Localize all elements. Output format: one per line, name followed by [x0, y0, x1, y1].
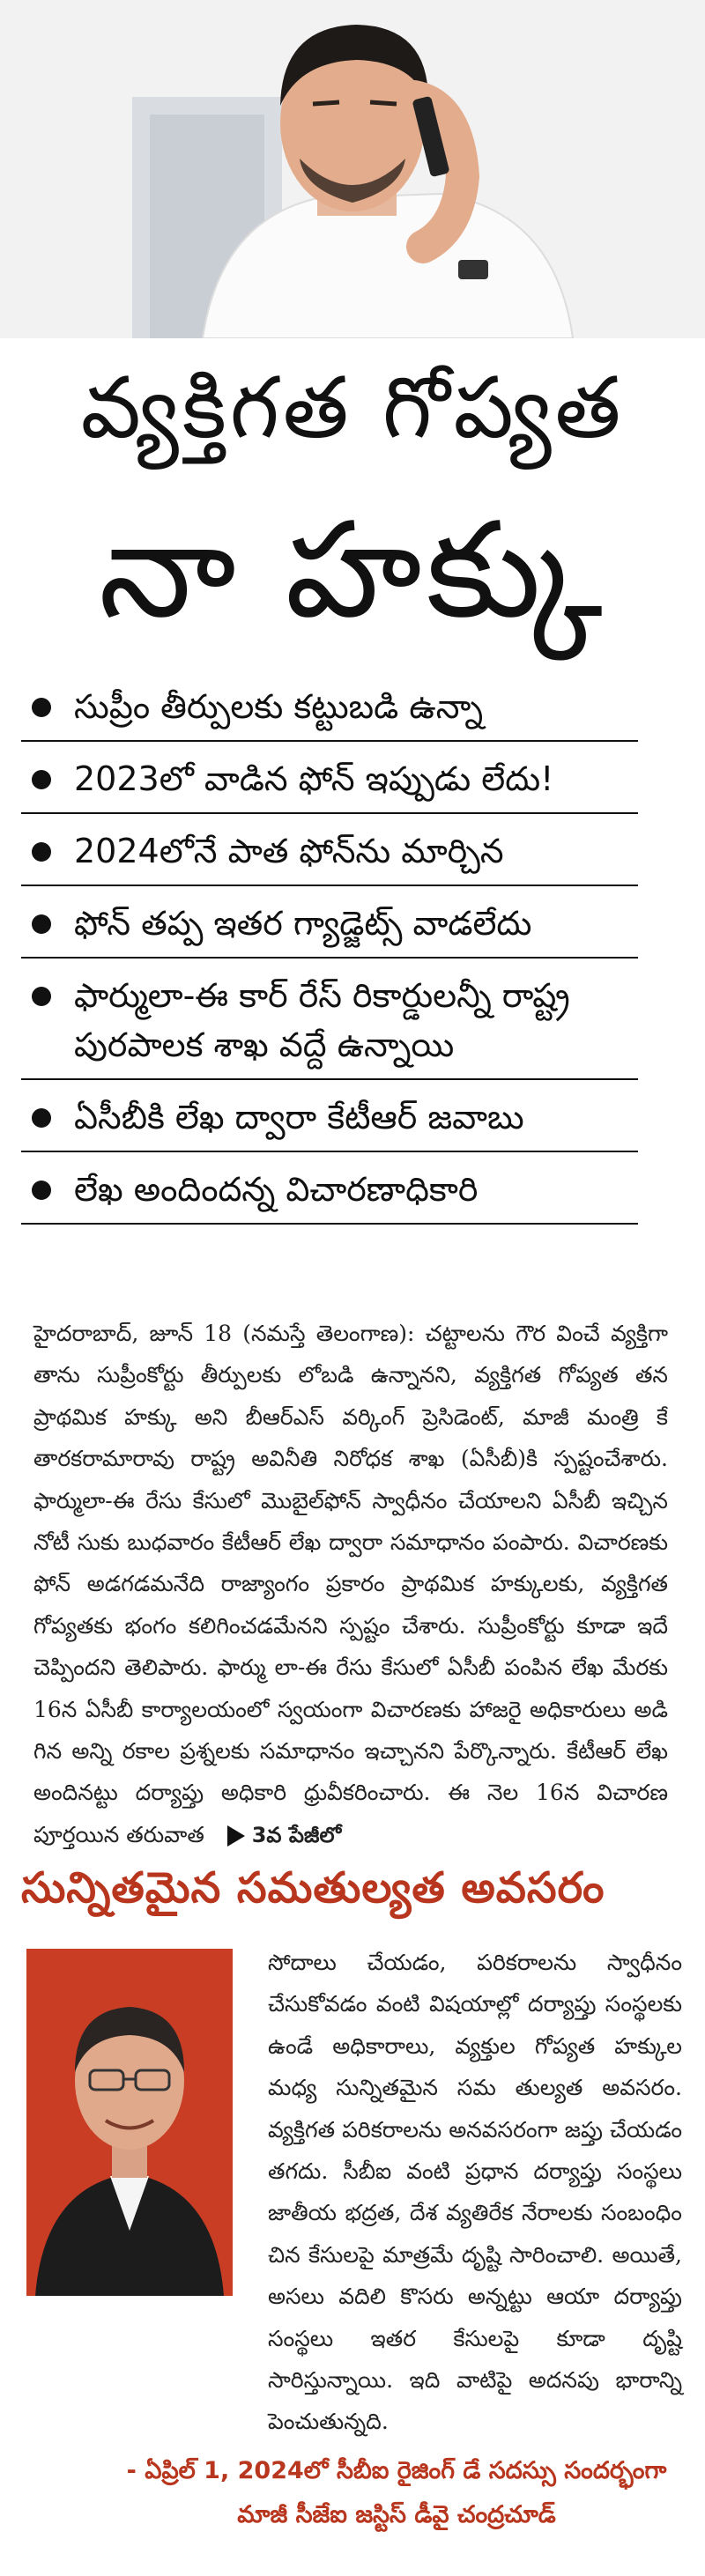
quote-subhead: సున్నితమైన సమతుల్యత అవసరం [21, 1863, 605, 1913]
bullet-dot-icon [32, 1181, 51, 1200]
arrow-right-icon [227, 1825, 245, 1847]
bullet-dot-icon [32, 1108, 51, 1128]
bullet-item [21, 742, 638, 814]
attribution-line-1: - ఏప్రిల్ 1, 2024లో సీబీఐ రైజింగ్ డే సదస్సు సందర్భంగా [126, 2457, 667, 2484]
bullet-dot-icon [32, 987, 51, 1006]
bullet-item [21, 814, 638, 886]
continued-link[interactable] [227, 1815, 341, 1856]
continued-label: 3వ పేజీలో [251, 1822, 342, 1847]
article-text: హైదరాబాద్, జూన్ 18 (నమస్తే తెలంగాణ): చట్టాలను గౌర వించే వ్యక్తిగా తాను సుప్రీంకోర్టు తీర్పులకు లోబడి ఉన్నానని, వ్యక్తిగత గోప్యత తన ప్రాథమిక హక్కు అని బీఆర్‌ఎస్ వర్కింగ్ ప్రెసిడెంట్, మాజీ మంత్రి కే తారకరామారావు రాష్ట్ర అవినీతి నిరోధక శాఖ (ఏసీబీ)కి స్పష్టంచేశారు. ఫార్ములా-ఈ రేసు కేసులో మొబైల్‌ఫోన్ స్వాధీనం చేయాలని ఏసీబీ ఇచ్చిన నోటీ సుకు బుధవారం కేటీఆర్ లేఖ ద్వారా సమాధానం పంపారు. విచారణకు ఫోన్ అడగడమనేది రాజ్యాంగం ప్రకారం ప్రాథమిక హక్కులకు, వ్యక్తిగత గోప్యతకు భంగం కలిగించడమేనని స్పష్టం చేశారు. సుప్రీంకోర్టు కూడా ఇదే చెప్పిందని తెలిపారు. ఫార్ము లా-ఈ రేసు కేసులో ఏసీబీ పంపిన లేఖ మేరకు 16న ఏసీబీ కార్యాలయంలో స్వయంగా విచారణకు హాజరై అధికారులు అడి గిన అన్ని రకాల ప్రశ్నలకు సమాధానం ఇచ్చానని పేర్కొన్నారు. కేటీఆర్ లేఖ అందినట్టు దర్యాప్తు అధికారి ధ్రువీకరించారు. ఈ నెల 16న విచారణ పూర్తయిన తరువాత [33, 1321, 668, 1847]
bullet-text: సుప్రీం తీర్పులకు కట్టుబడి ఉన్నా [74, 687, 484, 726]
bullet-text: ఫోన్ తప్ప ఇతర గ్యాడ్జెట్స్ వాడలేదు [74, 904, 532, 943]
bullet-item [21, 1152, 638, 1225]
bullet-text: 2023లో వాడిన ఫోన్ ఇప్పుడు లేదు! [74, 759, 554, 798]
bullet-text: లేఖ అందిందన్న విచారణాధికారి [74, 1170, 479, 1209]
bullet-item [21, 670, 638, 742]
portrait-photo [26, 1949, 233, 2296]
bullet-list [21, 670, 638, 1225]
bullet-dot-icon [32, 842, 51, 862]
quote-body: సోదాలు చేయడం, పరికరాలను స్వాధీనం చేసుకోవడం వంటి విషయాల్లో దర్యాప్తు సంస్థలకు ఉండే అధికారాలు, వ్యక్తుల గోప్యత హక్కుల మధ్య సున్నితమైన సమ తుల్యత అవసరం. వ్యక్తిగత పరికరాలను అనవసరంగా జప్తు చేయడం తగదు. సీబీఐ వంటి ప్రధాన దర్యాప్తు సంస్థలు జాతీయ భద్రత, దేశ వ్యతిరేక నేరాలకు సంబంధిం చిన కేసులపై మాత్రమే దృష్టి సారించాలి. అయితే, అసలు వదిలి కొసరు అన్నట్టు ఆయా దర్యాప్తు సంస్థలు ఇతర కేసులపై కూడా దృష్టి సారిస్తున్నాయి. ఇది వాటిపై అదనపు భారాన్ని పెంచుతున్నది. [268, 1950, 682, 2435]
headline-line-1: వ్యక్తిగత గోప్యత [80, 359, 625, 457]
bullet-dot-icon [32, 698, 51, 717]
bullet-dot-icon [32, 914, 51, 934]
headline-line-2: నా హక్కు [99, 494, 606, 648]
bullet-dot-icon [32, 770, 51, 789]
article-body [33, 1313, 668, 1856]
bullet-item [21, 1080, 638, 1152]
hero-photo [0, 0, 705, 338]
portrait-illustration [26, 1949, 233, 2296]
hero-photo-illustration [0, 0, 705, 338]
bullet-item [21, 886, 638, 959]
bullet-item [21, 959, 638, 1080]
attribution-line-2: మాజీ సీజేఐ జస్టిస్ డీవై చంద్రచూడ్ [237, 2501, 556, 2528]
bullet-text: ఏసీబీకి లేఖ ద్వారా కేటీఆర్ జవాబు [74, 1098, 524, 1136]
bullet-text: 2024లోనే పాత ఫోన్‌ను మార్చిన [74, 832, 504, 870]
bullet-text: ఫార్ములా-ఈ కార్ రేస్ రికార్డులన్నీ రాష్ట్ర పురపాలక శాఖ వద్దే ఉన్నాయి [74, 976, 570, 1064]
quote-attribution [97, 2449, 696, 2537]
